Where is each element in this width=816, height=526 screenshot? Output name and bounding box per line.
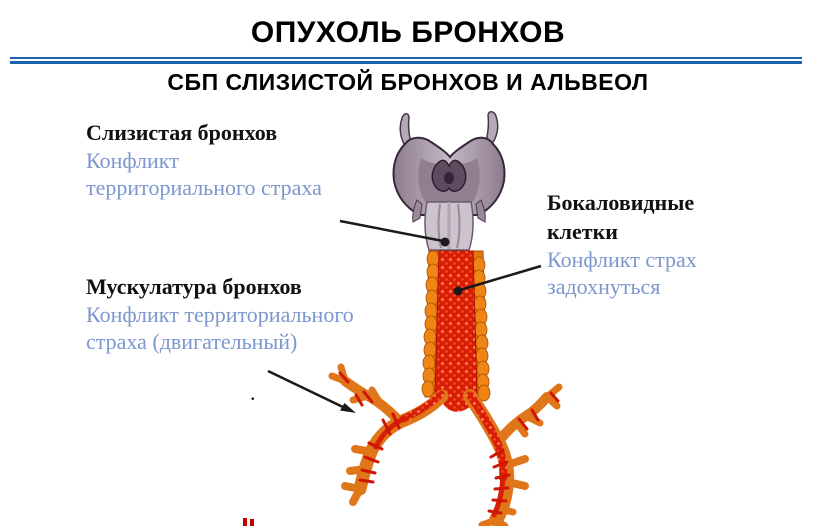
annotation-muscles-note-line2: страха (двигательный) [86,329,298,354]
cutoff-text-fragment [243,518,247,526]
annotation-goblet-note-line1: Конфликт страх [547,247,697,272]
stray-period-mark: . [250,380,256,405]
slide-subtitle: СБП СЛИЗИСТОЙ БРОНХОВ И АЛЬВЕОЛ [167,69,649,95]
annotation-mucosa-note-line1: Конфликт [86,148,179,173]
annotation-goblet-note-line2: задохнуться [547,274,661,299]
annotation-mucosa-note-line2: территориального страха [86,175,322,200]
annotation-goblet-heading-line1: Бокаловидные [547,190,695,215]
trachea [422,251,490,412]
right-bronchus [470,387,559,526]
slide-title: ОПУХОЛЬ БРОНХОВ [250,16,566,49]
annotation-muscles-heading: Мускулатура бронхов [86,274,302,299]
annotation-mucosa-heading: Слизистая бронхов [86,120,278,145]
annotation-goblet-heading-line2: клетки [547,219,618,244]
annotation-muscles [86,273,354,355]
title-divider [10,57,802,64]
bronchial-tree-illustration [320,105,584,526]
divider-thick-line [10,61,802,64]
annotation-muscles-note-line1: Конфликт территориального [86,302,354,327]
annotation-mucosa [86,119,322,201]
larynx-cartilage [393,112,504,250]
annotation-goblet [547,188,697,300]
